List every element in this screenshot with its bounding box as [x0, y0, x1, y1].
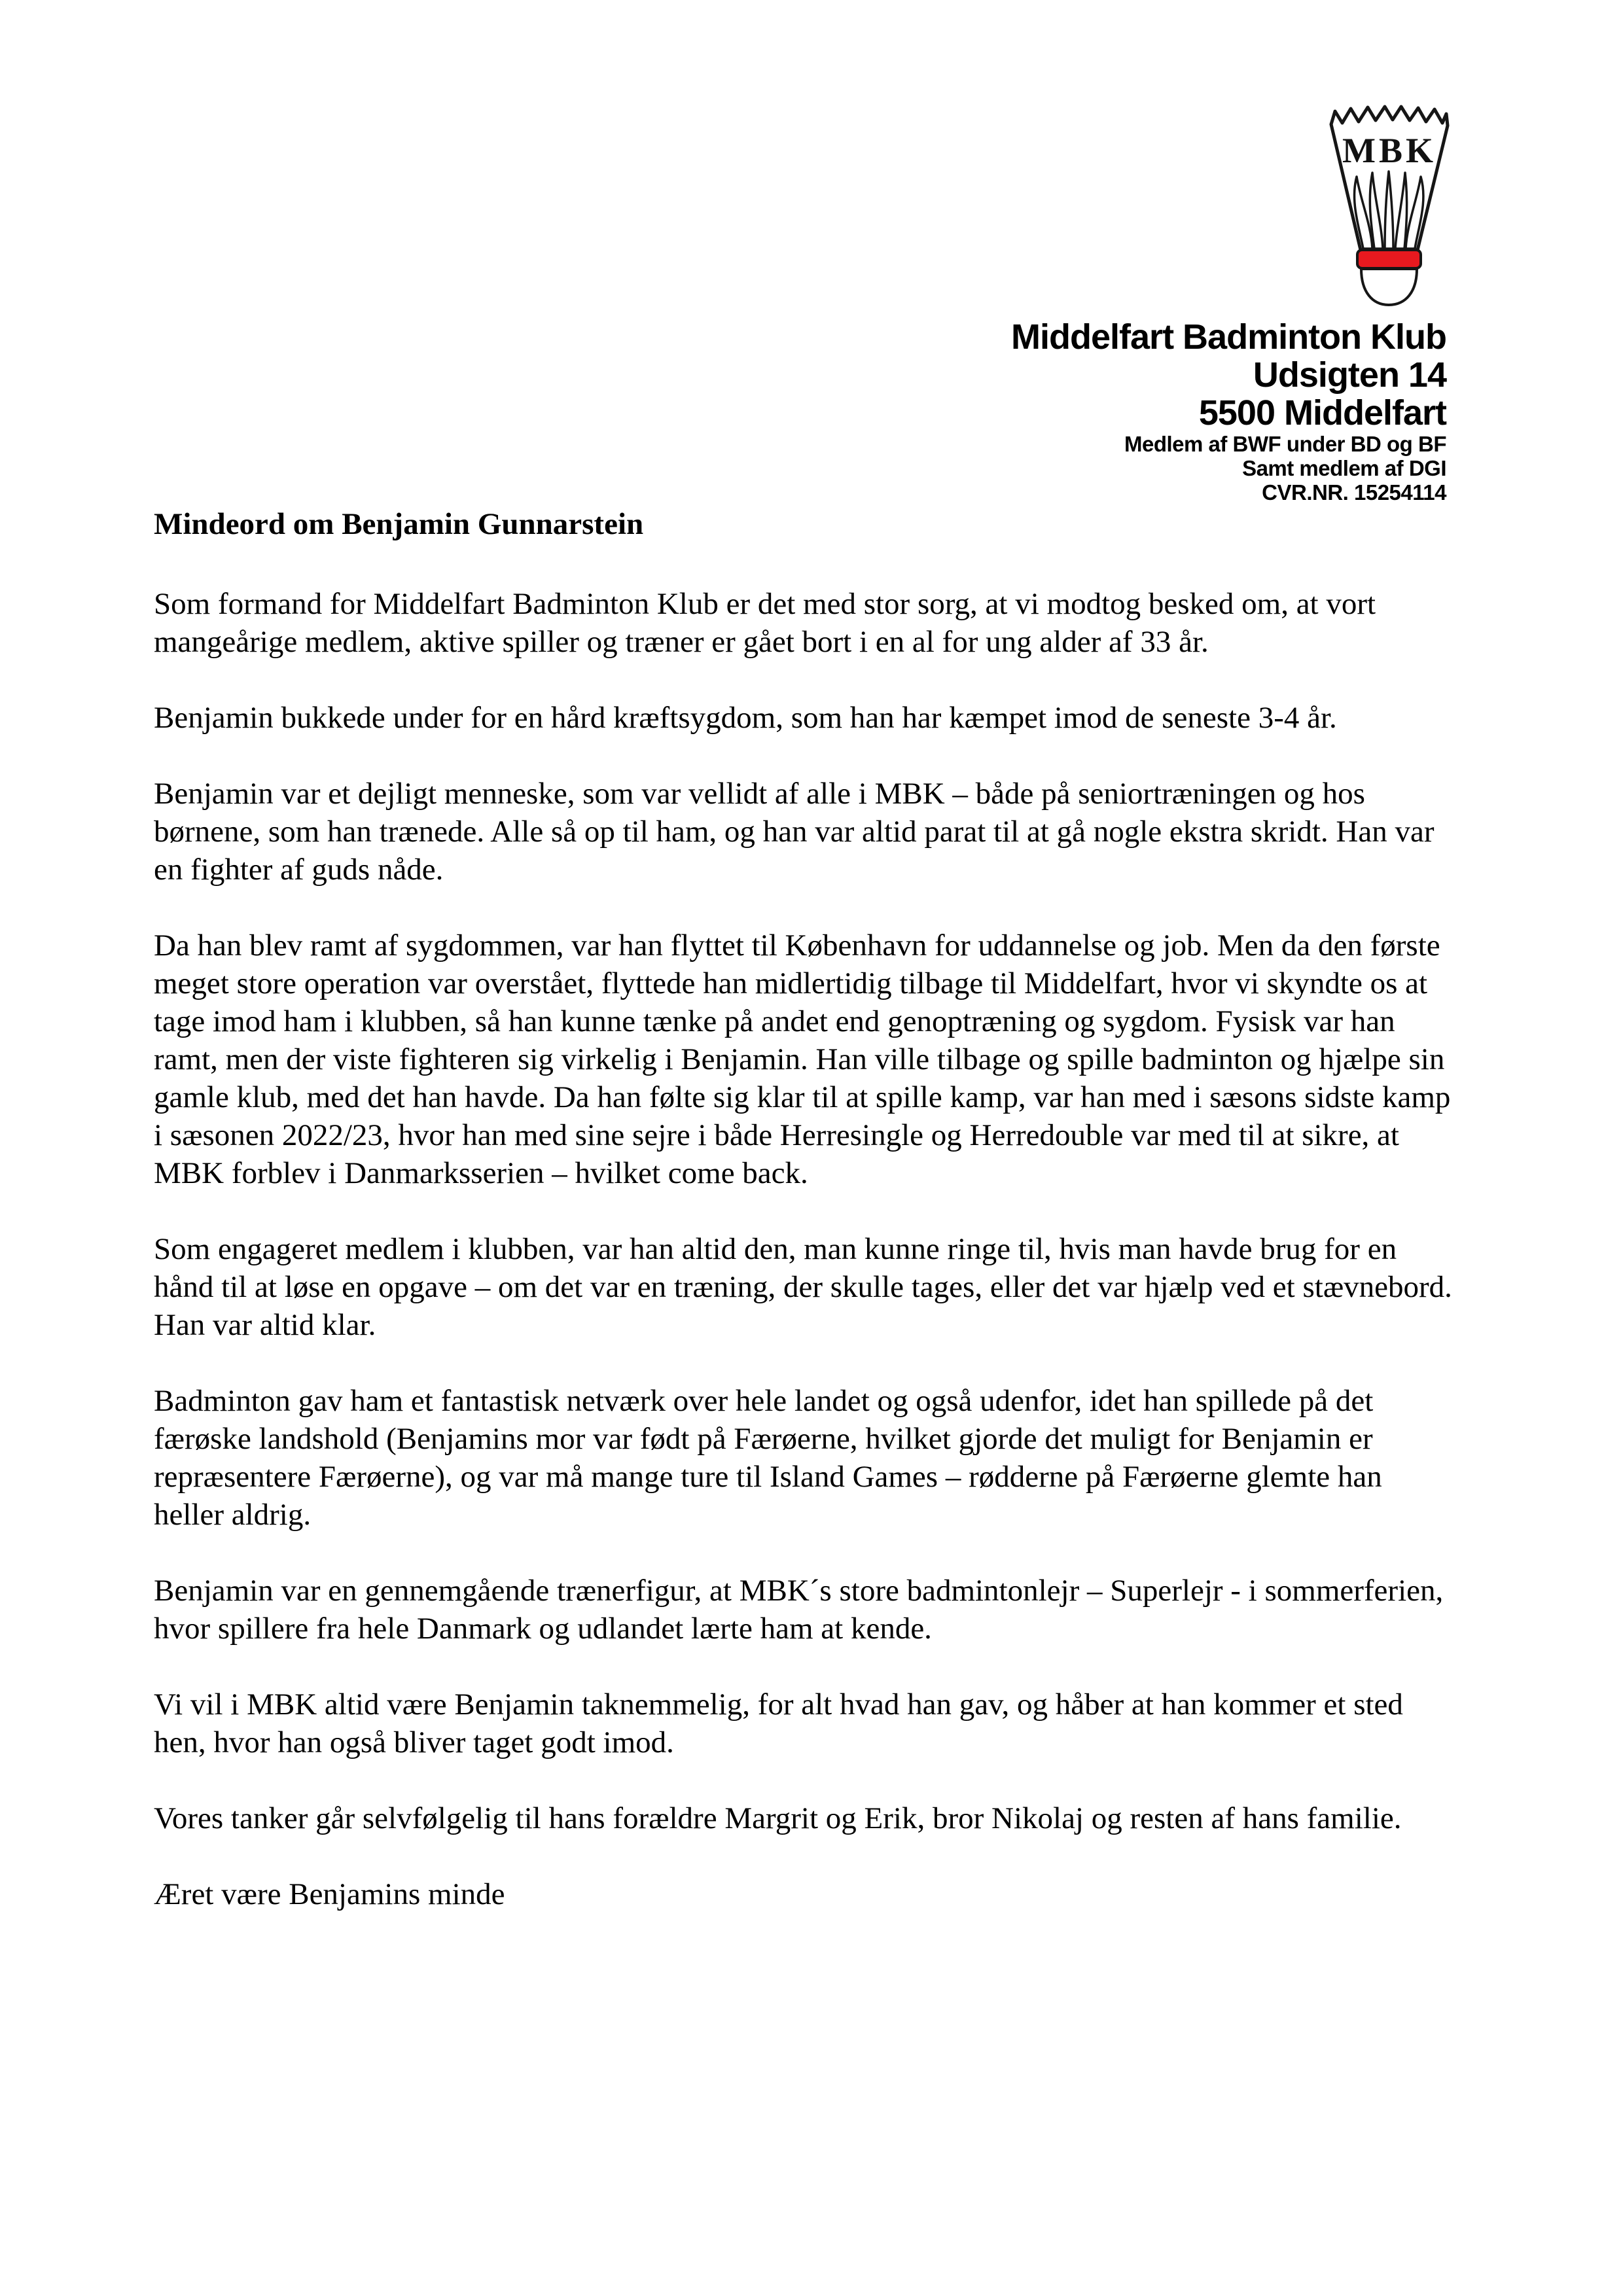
letter-body	[154, 505, 1453, 1951]
org-city: 5500 Middelfart	[1198, 393, 1446, 433]
letterhead	[1011, 318, 1446, 504]
paragraph: Vi vil i MBK altid være Benjamin taknemmelig, for alt hvad han gav, og håber at han kommer et sted hen, hvor han også bliver taget godt imod.	[154, 1687, 1403, 1759]
org-address: Udsigten 14	[1253, 355, 1446, 395]
paragraph: Benjamin var en gennemgående trænerfigur, at MBK´s store badmintonlejr – Superlejr - i sommerferien, hvor spillere fra hele Danmark og udlandet lærte ham at kende.	[154, 1574, 1444, 1646]
paragraph: Som formand for Middelfart Badminton Klub er det med stor sorg, at vi modtog besked om, at vort mangeårige medlem, aktive spiller og træner er gået bort i en al for ung alder af 33 år.	[154, 587, 1376, 659]
org-membership-1: Medlem af BWF under BD og BF	[1124, 432, 1446, 456]
paragraph: Benjamin bukkede under for en hård kræftsygdom, som han har kæmpet imod de seneste 3-4 år.	[154, 701, 1337, 735]
shuttlecock-cork	[1361, 269, 1417, 305]
org-membership-2: Samt medlem af DGI	[1242, 456, 1446, 480]
logo-mbk-text: MBK	[1342, 131, 1436, 170]
paragraph-closing: Æret være Benjamins minde	[154, 1877, 505, 1911]
paragraph: Da han blev ramt af sygdommen, var han flyttet til København for uddannelse og job. Men da den første meget store operation var overstået, flyttede han midlertidig tilbage til Middelfart, hvor vi skyndte os at tage imod ham i klubben, så han kunne tænke på andet end genoptræning og sygdom. Fysisk var han ramt, men der viste fighteren sig virkelig i Benjamin. Han ville tilbage og spille badminton og hjælpe sin gamle klub, med det han havde. Da han følte sig klar til at spille kamp, var han med i sæsons sidste kamp i sæsonen 2022/23, hvor han med sine sejre i både Herresingle og Herredouble var med til at sikre, at MBK forblev i Danmarksserien – hvilket come back.	[154, 928, 1451, 1190]
letter-title: Mindeord om Benjamin Gunnarstein	[154, 507, 644, 541]
org-name: Middelfart Badminton Klub	[1011, 317, 1446, 357]
shuttlecock-icon	[1320, 103, 1458, 308]
shuttlecock-band	[1357, 250, 1421, 268]
org-cvr: CVR.NR. 15254114	[1262, 480, 1446, 504]
paragraph: Som engageret medlem i klubben, var han altid den, man kunne ringe til, hvis man havde brug for en hånd til at løse en opgave – om det var en træning, der skulle tages, eller det var hjælp ved et stævnebord. Han var altid klar.	[154, 1232, 1452, 1342]
paragraph: Benjamin var et dejligt menneske, som var vellidt af alle i MBK – både på seniortræningen og hos børnene, som han trænede. Alle så op til ham, og han var altid parat til at gå nogle ekstra skridt. Han var en fighter af guds nåde.	[154, 777, 1435, 887]
paragraph: Vores tanker går selvfølgelig til hans forældre Margrit og Erik, bror Nikolaj og resten af hans familie.	[154, 1801, 1402, 1835]
paragraph: Badminton gav ham et fantastisk netværk over hele landet og også udenfor, idet han spillede på det færøske landshold (Benjamins mor var født på Færøerne, hvilket gjorde det muligt for Benjamin er repræsentere Færøerne), og var må mange ture til Island Games – rødderne på Færøerne glemte han heller aldrig.	[154, 1384, 1382, 1532]
club-logo	[1320, 103, 1458, 308]
